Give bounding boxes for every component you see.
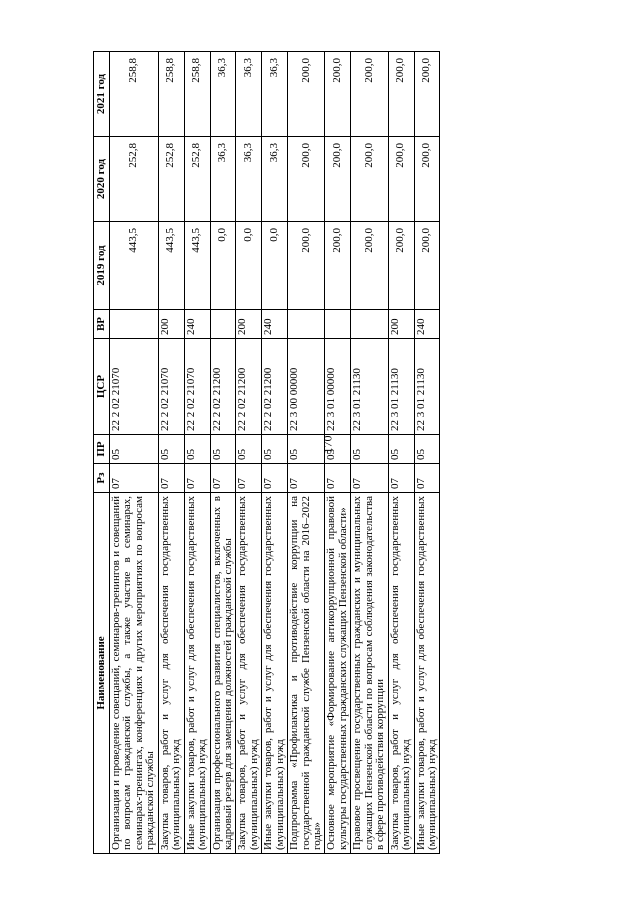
table-row	[288, 52, 325, 854]
cell-2019: 200,0	[325, 222, 351, 310]
table-row	[210, 52, 236, 854]
header-2019: 2019 год	[94, 222, 110, 310]
table-row	[158, 52, 184, 854]
cell-2020: 252,8	[158, 137, 184, 222]
cell-rz: 07	[388, 464, 414, 493]
cell-name: Организация профессионального развития специалистов, включенных в кадровый резерв для замещения должностей гражданской службы	[210, 493, 236, 854]
cell-2021: 36,3	[210, 52, 236, 137]
cell-csr: 22 3 01 21130	[351, 339, 388, 435]
cell-2020: 36,3	[236, 137, 262, 222]
cell-2019: 200,0	[388, 222, 414, 310]
cell-2020: 200,0	[288, 137, 325, 222]
cell-2020: 36,3	[210, 137, 236, 222]
cell-2020: 252,8	[184, 137, 210, 222]
budget-table-wrapper	[93, 52, 528, 854]
table-row	[388, 52, 414, 854]
cell-name: Подпрограмма «Профилактика и противодействие коррупции на государственной гражданской службе Пензенской области на 2016–2022 годы»	[288, 493, 325, 854]
header-name: Наименование	[94, 493, 110, 854]
header-2020: 2020 год	[94, 137, 110, 222]
cell-pr: 05	[158, 435, 184, 464]
cell-2019: 200,0	[288, 222, 325, 310]
cell-csr: 22 2 02 21070	[158, 339, 184, 435]
cell-pr: 05	[210, 435, 236, 464]
cell-2019: 200,0	[414, 222, 440, 310]
cell-2021: 258,8	[158, 52, 184, 137]
cell-vr	[210, 310, 236, 339]
cell-name: Иные закупки товаров, работ и услуг для обеспечения государственных (муниципальных) нужд	[184, 493, 210, 854]
table-row	[184, 52, 210, 854]
cell-vr: 200	[388, 310, 414, 339]
cell-pr: 05	[351, 435, 388, 464]
cell-csr: 22 3 01 00000	[325, 339, 351, 435]
cell-2020: 200,0	[388, 137, 414, 222]
cell-pr: 05	[388, 435, 414, 464]
cell-rz: 07	[184, 464, 210, 493]
cell-name: Организация и проведение совещаний, семинаров-тренингов и совещаний по вопросам гражданской службы, а также участие в семинарах, семинарах-тренингах, конференциях и других мероприятиях по вопросам гражданской службы	[110, 493, 159, 854]
cell-2019: 200,0	[351, 222, 388, 310]
cell-pr: 05	[184, 435, 210, 464]
cell-rz: 07	[351, 464, 388, 493]
cell-vr: 240	[184, 310, 210, 339]
cell-2021: 200,0	[325, 52, 351, 137]
budget-table	[93, 51, 440, 854]
cell-csr: 22 3 01 21130	[388, 339, 414, 435]
cell-rz: 07	[414, 464, 440, 493]
cell-2019: 443,5	[110, 222, 159, 310]
table-row	[414, 52, 440, 854]
cell-2021: 258,8	[184, 52, 210, 137]
cell-name: Закупка товаров, работ и услуг для обеспечения государственных (муниципальных) нужд	[236, 493, 262, 854]
cell-csr: 22 2 02 21200	[236, 339, 262, 435]
cell-name: Иные закупки товаров, работ и услуг для обеспечения государственных (муниципальных) нужд	[262, 493, 288, 854]
cell-pr: 05	[110, 435, 159, 464]
cell-rz: 07	[288, 464, 325, 493]
cell-rz: 07	[210, 464, 236, 493]
table-row	[236, 52, 262, 854]
cell-pr: 05	[325, 435, 351, 464]
cell-csr: 22 2 02 21070	[184, 339, 210, 435]
cell-2020: 252,8	[110, 137, 159, 222]
header-pr: ПР	[94, 435, 110, 464]
cell-name: Закупка товаров, работ и услуг для обеспечения государственных (муниципальных) нужд	[388, 493, 414, 854]
cell-2020: 36,3	[262, 137, 288, 222]
cell-csr: 22 2 02 21070	[110, 339, 159, 435]
cell-name: Закупка товаров, работ и услуг для обеспечения государственных (муниципальных) нужд	[158, 493, 184, 854]
cell-csr: 22 3 00 00000	[288, 339, 325, 435]
cell-pr: 05	[236, 435, 262, 464]
header-rz: Рз	[94, 464, 110, 493]
cell-pr: 05	[414, 435, 440, 464]
cell-2021: 200,0	[351, 52, 388, 137]
cell-rz: 07	[236, 464, 262, 493]
cell-2020: 200,0	[325, 137, 351, 222]
table-row	[110, 52, 159, 854]
table-row	[351, 52, 388, 854]
cell-name: Правовое просвещение государственных гражданских и муниципальных служащих Пензенской области по вопросам соблюдения законодательства в сфере противодействия коррупции	[351, 493, 388, 854]
cell-vr: 240	[262, 310, 288, 339]
cell-2019: 0,0	[236, 222, 262, 310]
table-header-row	[94, 52, 110, 854]
cell-csr: 22 2 02 21200	[210, 339, 236, 435]
rotated-table-frame	[93, 52, 528, 854]
cell-vr	[325, 310, 351, 339]
cell-vr	[110, 310, 159, 339]
cell-2019: 0,0	[262, 222, 288, 310]
table-row	[262, 52, 288, 854]
cell-vr: 240	[414, 310, 440, 339]
cell-2020: 200,0	[351, 137, 388, 222]
cell-2019: 0,0	[210, 222, 236, 310]
cell-pr: 05	[288, 435, 325, 464]
cell-rz: 07	[262, 464, 288, 493]
cell-2021: 200,0	[388, 52, 414, 137]
cell-vr: 200	[158, 310, 184, 339]
cell-rz: 07	[325, 464, 351, 493]
cell-pr: 05	[262, 435, 288, 464]
cell-name: Основное мероприятие «Формирование антикоррупционной правовой культуры государственных гражданских служащих Пензенской области»	[325, 493, 351, 854]
page-number-text: 170	[320, 435, 335, 453]
cell-rz: 07	[158, 464, 184, 493]
cell-rz: 07	[110, 464, 159, 493]
cell-csr: 22 2 02 21200	[262, 339, 288, 435]
cell-2021: 200,0	[414, 52, 440, 137]
cell-vr: 200	[236, 310, 262, 339]
header-2021: 2021 год	[94, 52, 110, 137]
cell-name: Иные закупки товаров, работ и услуг для обеспечения государственных (муниципальных) нужд	[414, 493, 440, 854]
cell-2021: 258,8	[110, 52, 159, 137]
cell-2021: 200,0	[288, 52, 325, 137]
cell-2019: 443,5	[158, 222, 184, 310]
cell-vr	[288, 310, 325, 339]
cell-2021: 36,3	[236, 52, 262, 137]
cell-2021: 36,3	[262, 52, 288, 137]
cell-csr: 22 3 01 21130	[414, 339, 440, 435]
cell-2019: 443,5	[184, 222, 210, 310]
header-csr: ЦСР	[94, 339, 110, 435]
cell-vr	[351, 310, 388, 339]
table-row	[325, 52, 351, 854]
cell-2020: 200,0	[414, 137, 440, 222]
header-vr: ВР	[94, 310, 110, 339]
